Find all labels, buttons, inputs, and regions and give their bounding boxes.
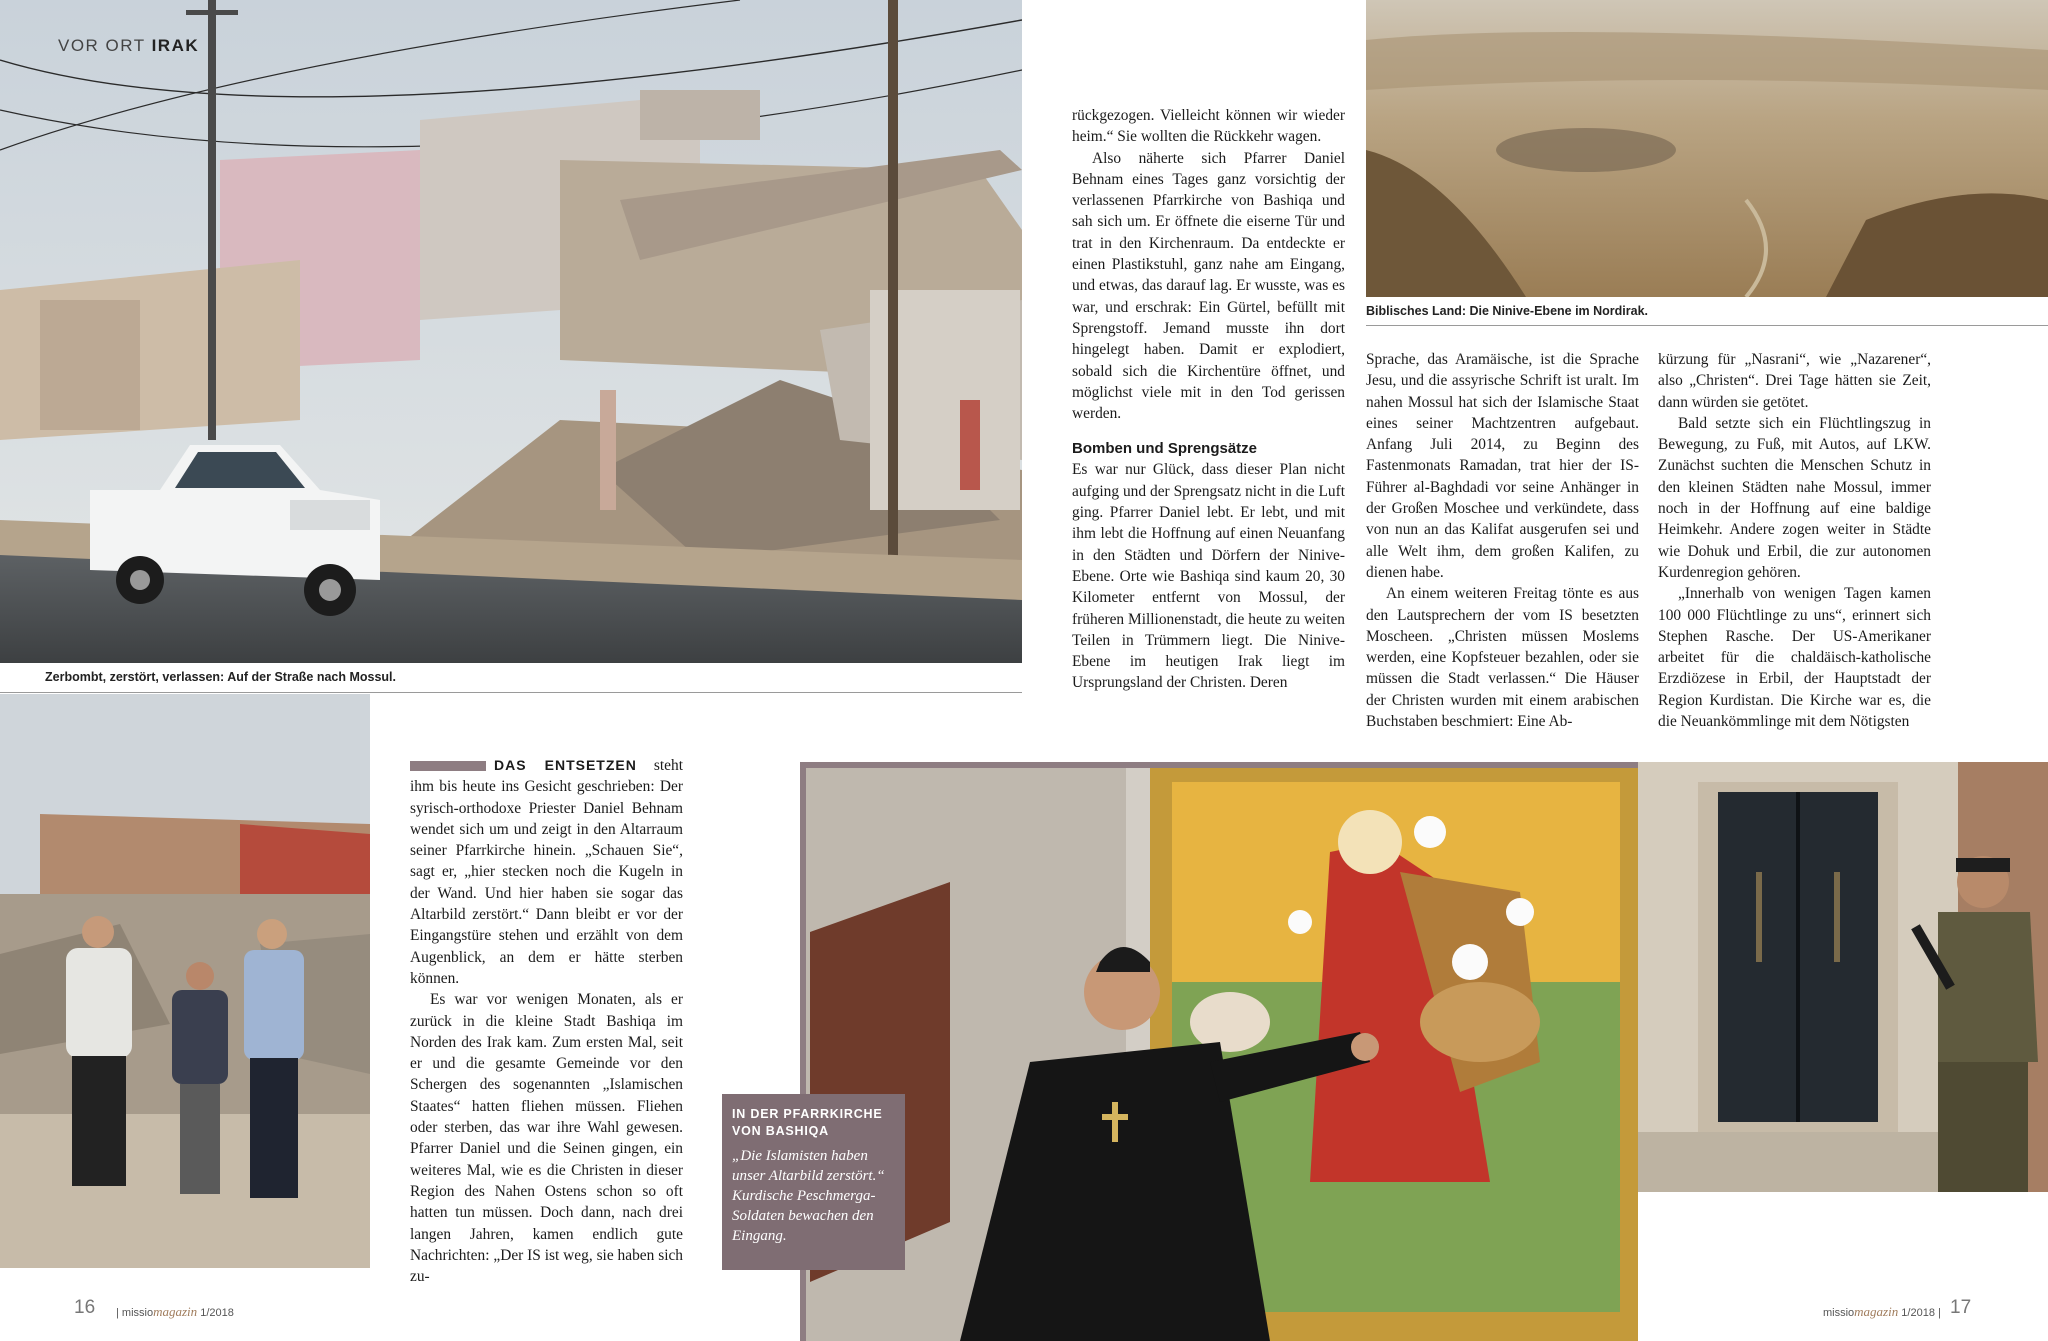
footer-mag-prefix-left: missio [121,1307,154,1319]
text-column-4 [1658,349,1931,732]
col3-paragraph-2: An einem weiteren Freitag tönte es aus den Lautsprechern der vom IS besetzten Moscheen. „Christen müssen Moslems werden, eine Kopfsteuer bezahlen, oder sie müssen die Stadt verlassen.“ Die Häuser der Christen wurden mit einem arabischen Buchstaben beschmiert: Eine Ab- [1366,585,1639,731]
photo-church-door-soldier [1638,762,2048,1192]
footer-mag-script-right: magazin [1854,1304,1899,1319]
footer-issue-left: 1/2018 [200,1307,234,1319]
col2-heading: Bomben und Sprengsätze [1072,440,1258,458]
sidebar-title-line1: IN DER PFARRKIRCHE [732,1107,883,1121]
people-illustration [0,694,370,1268]
col4-paragraph-1: kürzung für „Nasrani“, wie „Nazarener“, also „Christen“. Drei Tage hätten sie Zeit, dann würden sie getötet. [1658,351,1931,411]
footer-mag-prefix-right: missio [1823,1307,1855,1319]
col2-paragraph-2: Also näherte sich Pfarrer Daniel Behnam eines Tages ganz vorsichtig der verlassenen Pfarrkirche von Bashiqa und sah sich um. Er öffnete die eiserne Tür und trat in den Kirchenraum. Da entdeckte er einen Plastikstuhl, ganz nahe am Eingang, und etwas, das darauf lag. Er wusste, was es war, und erschrak: Ein Gürtel, befüllt mit Sprengstoff. Jemand musste ihn dort hingelegt haben. Damit er explodiert, sobald sich die Kirchentüre öffnet, und möglichst viele mit in den Tod gerissen werden. [1072,149,1345,423]
village [1496,128,1676,172]
caption-rule-plain [1366,325,2048,326]
col3-paragraph-1: Sprache, das Aramäische, ist die Sprache Jesu, und die assyrische Schrift ist uralt. Im nahen Mossul hat sich der Islamische Staat eines seiner Machtzentren aufgebaut. Anfang Juli 2014, zu Beginn des Fastenmonats Ramadan, trat hier der IS-Führer al-Baghdadi vor seine Anhänger in der Großen Moschee und verkündete, dass von nun an das Kalifat ausgerufen sei und alle Welt ihm, dem großen Kalifen, zu dienen habe. [1366,351,1639,581]
col4-paragraph-2: Bald setzte sich ein Flüchtlingszug in Bewegung, zu Fuß, mit Autos, auf LKW. Zunächst suchten die Menschen Schutz in den kleinen Städten nahe Mossul, immer noch in der Hoffnung auf eine baldige Heimkehr. Andere zogen weiter in Städte wie Dohuk und Erbil, die zur autonomen Kurdenregion gehören. [1658,414,1931,581]
photo-destroyed-street [0,0,1022,663]
sidebar-title [732,1106,895,1140]
caption-plain: Biblisches Land: Die Ninive-Ebene im Nordirak. [1366,304,1649,318]
footer-separator-right: | [1938,1307,1941,1319]
photo-nineveh-plain [1366,0,2048,297]
text-column-3 [1366,349,1639,732]
door-soldier-illustration [1638,762,2048,1192]
intro-column [410,755,683,1287]
plain-landscape-illustration [1366,0,2048,297]
intro-text-1: steht ihm bis heute ins Gesicht geschrieben: Der syrisch-orthodoxe Priester Daniel Behnam wendet sich um und zeigt in den Altarraum seiner Pfarrkirche hinein. „Schauen Sie“, sagt er, „hier stecken noch die Kugeln in der Wand. Und hier haben sie sogar das Altarbild zerstört.“ Dann bleibt er vor der Eingangstüre stehen und erzählt von dem Augenblick, an dem er hätte sterben können. [410,757,683,987]
page-number-right: 17 [1950,1297,1972,1318]
priest-altar-illustration [800,762,1638,1341]
col4-paragraph-3: „Innerhalb von wenigen Tagen kamen 100 000 Flüchtlinge zu uns“, erinnert sich Stephen Rasche. Der US-Amerikaner arbeitet für die chaldäisch-katholische Erzdiözese in Erbil, der Hauptstadt der Region Kurdistan. Die Kirche war es, die die Neuankömmlinge mit dem Nötigsten [1658,585,1931,731]
footer-issue-right: 1/2018 [1901,1307,1935,1319]
footer-magazine-left [116,1304,234,1320]
page-number-left: 16 [74,1297,96,1318]
section-header [58,36,199,56]
caption-street: Zerbombt, zerstört, verlassen: Auf der Straße nach Mossul. [45,670,397,684]
person-man-left [66,916,132,1186]
col2-paragraph-1: rückgezogen. Vielleicht können wir wieder heim.“ Sie wollten die Rückkehr wagen. [1072,107,1345,146]
footer-magazine-right [1823,1304,1941,1320]
photo-priest-altar [800,762,1638,1341]
sidebar-title-line2: VON BASHIQA [732,1124,830,1138]
sidebar-caption-box [722,1094,905,1270]
text-column-2 [1072,105,1345,694]
intro-paragraph-1 [410,755,683,989]
photo-people-walking [0,694,370,1268]
intro-paragraph-2: Es war vor wenigen Monaten, als er zurück in die kleine Stadt Bashiqa im Norden des Irak kam. Zum ersten Mal, seit er und die gesamte Gemeinde vor den Schergen des sogenannten „Islamischen Staates“ hatten fliehen müssen. Fliehen oder sterben, das war ihre Wahl gewesen. Pfarrer Daniel und die Seinen gingen, ein weiteres Mal, wie es die Christen in dieser Region des Nahen Ostens schon so oft hatten tun müssen. Doch dann, nach drei langen Jahren, kamen endlich gute Nachrichten: „Der IS ist weg, sie haben sich zu- [410,991,683,1286]
section-country: IRAK [151,36,200,55]
person-woman [172,962,228,1194]
col2-paragraph-3: Es war nur Glück, dass dieser Plan nicht aufging und der Sprengsatz nicht in die Luft ging. Pfarrer Daniel lebt. Er lebt, und mit ihm lebt die Hoffnung auf einen Neuanfang in den Städten und Dörfern der Ninive-Ebene. Orte wie Bashiqa sind kaum 20, 30 Kilometer entfernt von Mossul, der früheren Millionenstadt, die heute zu weiten Teilen in Trümmern liegt. Die Ninive-Ebene im heutigen Irak liegt im Ursprungsland der Christen. Deren [1072,461,1345,692]
street-scene-illustration [0,0,1022,663]
person-young-man [244,919,304,1198]
footer-mag-script-left: magazin [153,1304,198,1319]
sidebar-quote: „Die Islamisten haben unser Altarbild zerstört.“ Kurdische Peschmerga-Soldaten bewachen den Eingang. [732,1148,885,1244]
caption-rule-street [0,692,1022,693]
footer-separator-left: | [116,1307,119,1319]
section-label: VOR ORT [58,36,146,55]
intro-accent-bar [410,761,486,771]
intro-lead: DAS ENTSETZEN [494,757,637,773]
